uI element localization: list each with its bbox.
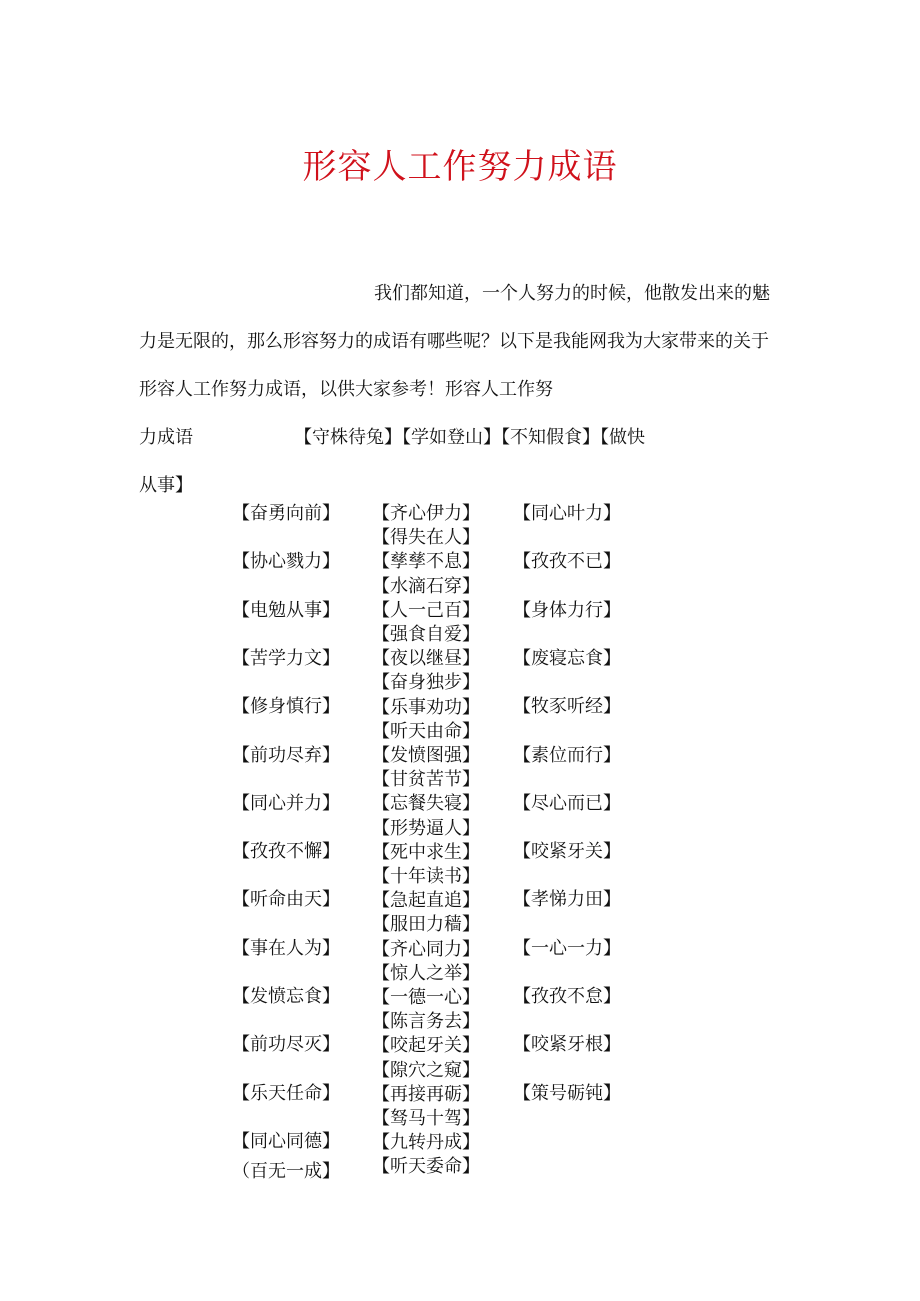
idiom-right-5: 【牧豕听经】: [513, 696, 621, 717]
idiom-middle-8: 【奋身独步】: [372, 672, 480, 693]
idiom-middle-4: 【水滴石穿】: [372, 576, 480, 597]
idiom-right-10: 【一心一力】: [513, 938, 621, 959]
idiom-middle-16: 【十年读书】: [372, 866, 480, 887]
idiom-right-12: 【咬紧牙根】: [513, 1034, 621, 1055]
intro-line-1: 我们都知道，一个人努力的时候，他散发出来的魅: [374, 283, 770, 304]
idiom-middle-10: 【听天由命】: [372, 721, 480, 742]
idiom-middle-22: 【陈言务去】: [372, 1011, 480, 1032]
idiom-left-10: 【事在人为】: [232, 938, 340, 959]
idiom-left-2: 【协心戮力】: [232, 551, 340, 572]
idiom-middle-11: 【发愤图强】: [372, 745, 480, 766]
idiom-middle-26: 【驽马十驾】: [372, 1108, 480, 1129]
idiom-middle-19: 【齐心同力】: [372, 939, 480, 960]
idiom-left-7: 【同心并力】: [232, 793, 340, 814]
document-title: 形容人工作努力成语: [302, 147, 618, 187]
intro-line-4-idioms: 【守株待兔】【学如登山】【不知假食】【做快: [294, 427, 645, 448]
idiom-right-3: 【身体力行】: [513, 600, 621, 621]
idiom-left-5: 【修身慎行】: [232, 696, 340, 717]
idiom-middle-5: 【人一己百】: [372, 600, 480, 621]
idiom-left-12: 【前功尽灭】: [232, 1034, 340, 1055]
idiom-middle-13: 【忘餐失寝】: [372, 793, 480, 814]
idiom-middle-9: 【乐事劝功】: [372, 697, 480, 718]
idiom-left-14: 【同心同德】: [232, 1131, 340, 1152]
idiom-middle-1: 【齐心伊力】: [372, 503, 480, 524]
idiom-middle-27: 【九转丹成】: [372, 1132, 480, 1153]
intro-line-3: 形容人工作努力成语，以供大家参考！形容人工作努: [139, 379, 553, 400]
idiom-left-6: 【前功尽弃】: [232, 745, 340, 766]
idiom-middle-6: 【强食自爱】: [372, 624, 480, 645]
idiom-right-4: 【废寝忘食】: [513, 648, 621, 669]
idiom-left-11: 【发愤忘食】: [232, 986, 340, 1007]
idiom-middle-18: 【服田力穑】: [372, 914, 480, 935]
intro-line-4-start: 力成语: [139, 427, 193, 448]
idiom-left-4: 【苦学力文】: [232, 648, 340, 669]
idiom-middle-14: 【形势逼人】: [372, 818, 480, 839]
idiom-left-1: 【奋勇向前】: [232, 503, 340, 524]
idiom-middle-7: 【夜以继昼】: [372, 648, 480, 669]
idiom-left-15: （百无一成】: [232, 1161, 340, 1182]
idiom-middle-17: 【急起直追】: [372, 890, 480, 911]
idiom-right-6: 【素位而行】: [513, 745, 621, 766]
idiom-middle-24: 【隙穴之窥】: [372, 1060, 480, 1081]
idiom-right-13: 【策号砺钝】: [513, 1083, 621, 1104]
idiom-middle-23: 【咬起牙关】: [372, 1035, 480, 1056]
idiom-left-8: 【孜孜不懈】: [232, 841, 340, 862]
idiom-right-11: 【孜孜不怠】: [513, 986, 621, 1007]
intro-line-5: 从事】: [139, 475, 193, 496]
idiom-right-8: 【咬紧牙关】: [513, 841, 621, 862]
idiom-middle-2: 【得失在人】: [372, 527, 480, 548]
idiom-middle-15: 【死中求生】: [372, 842, 480, 863]
idiom-middle-25: 【再接再砺】: [372, 1084, 480, 1105]
idiom-right-9: 【孝悌力田】: [513, 889, 621, 910]
idiom-middle-12: 【甘贫苦节】: [372, 769, 480, 790]
idiom-left-9: 【听命由天】: [232, 889, 340, 910]
idiom-right-7: 【尽心而已】: [513, 793, 621, 814]
intro-line-2: 力是无限的，那么形容努力的成语有哪些呢？以下是我能网我为大家带来的关于: [139, 331, 769, 352]
idiom-right-1: 【同心叶力】: [513, 503, 621, 524]
idiom-middle-21: 【一德一心】: [372, 987, 480, 1008]
idiom-middle-20: 【惊人之举】: [372, 963, 480, 984]
idiom-middle-3: 【孳孳不息】: [372, 551, 480, 572]
idiom-left-3: 【电勉从事】: [232, 600, 340, 621]
idiom-right-2: 【孜孜不已】: [513, 551, 621, 572]
idiom-middle-28: 【听天委命】: [372, 1156, 480, 1177]
idiom-left-13: 【乐天任命】: [232, 1083, 340, 1104]
